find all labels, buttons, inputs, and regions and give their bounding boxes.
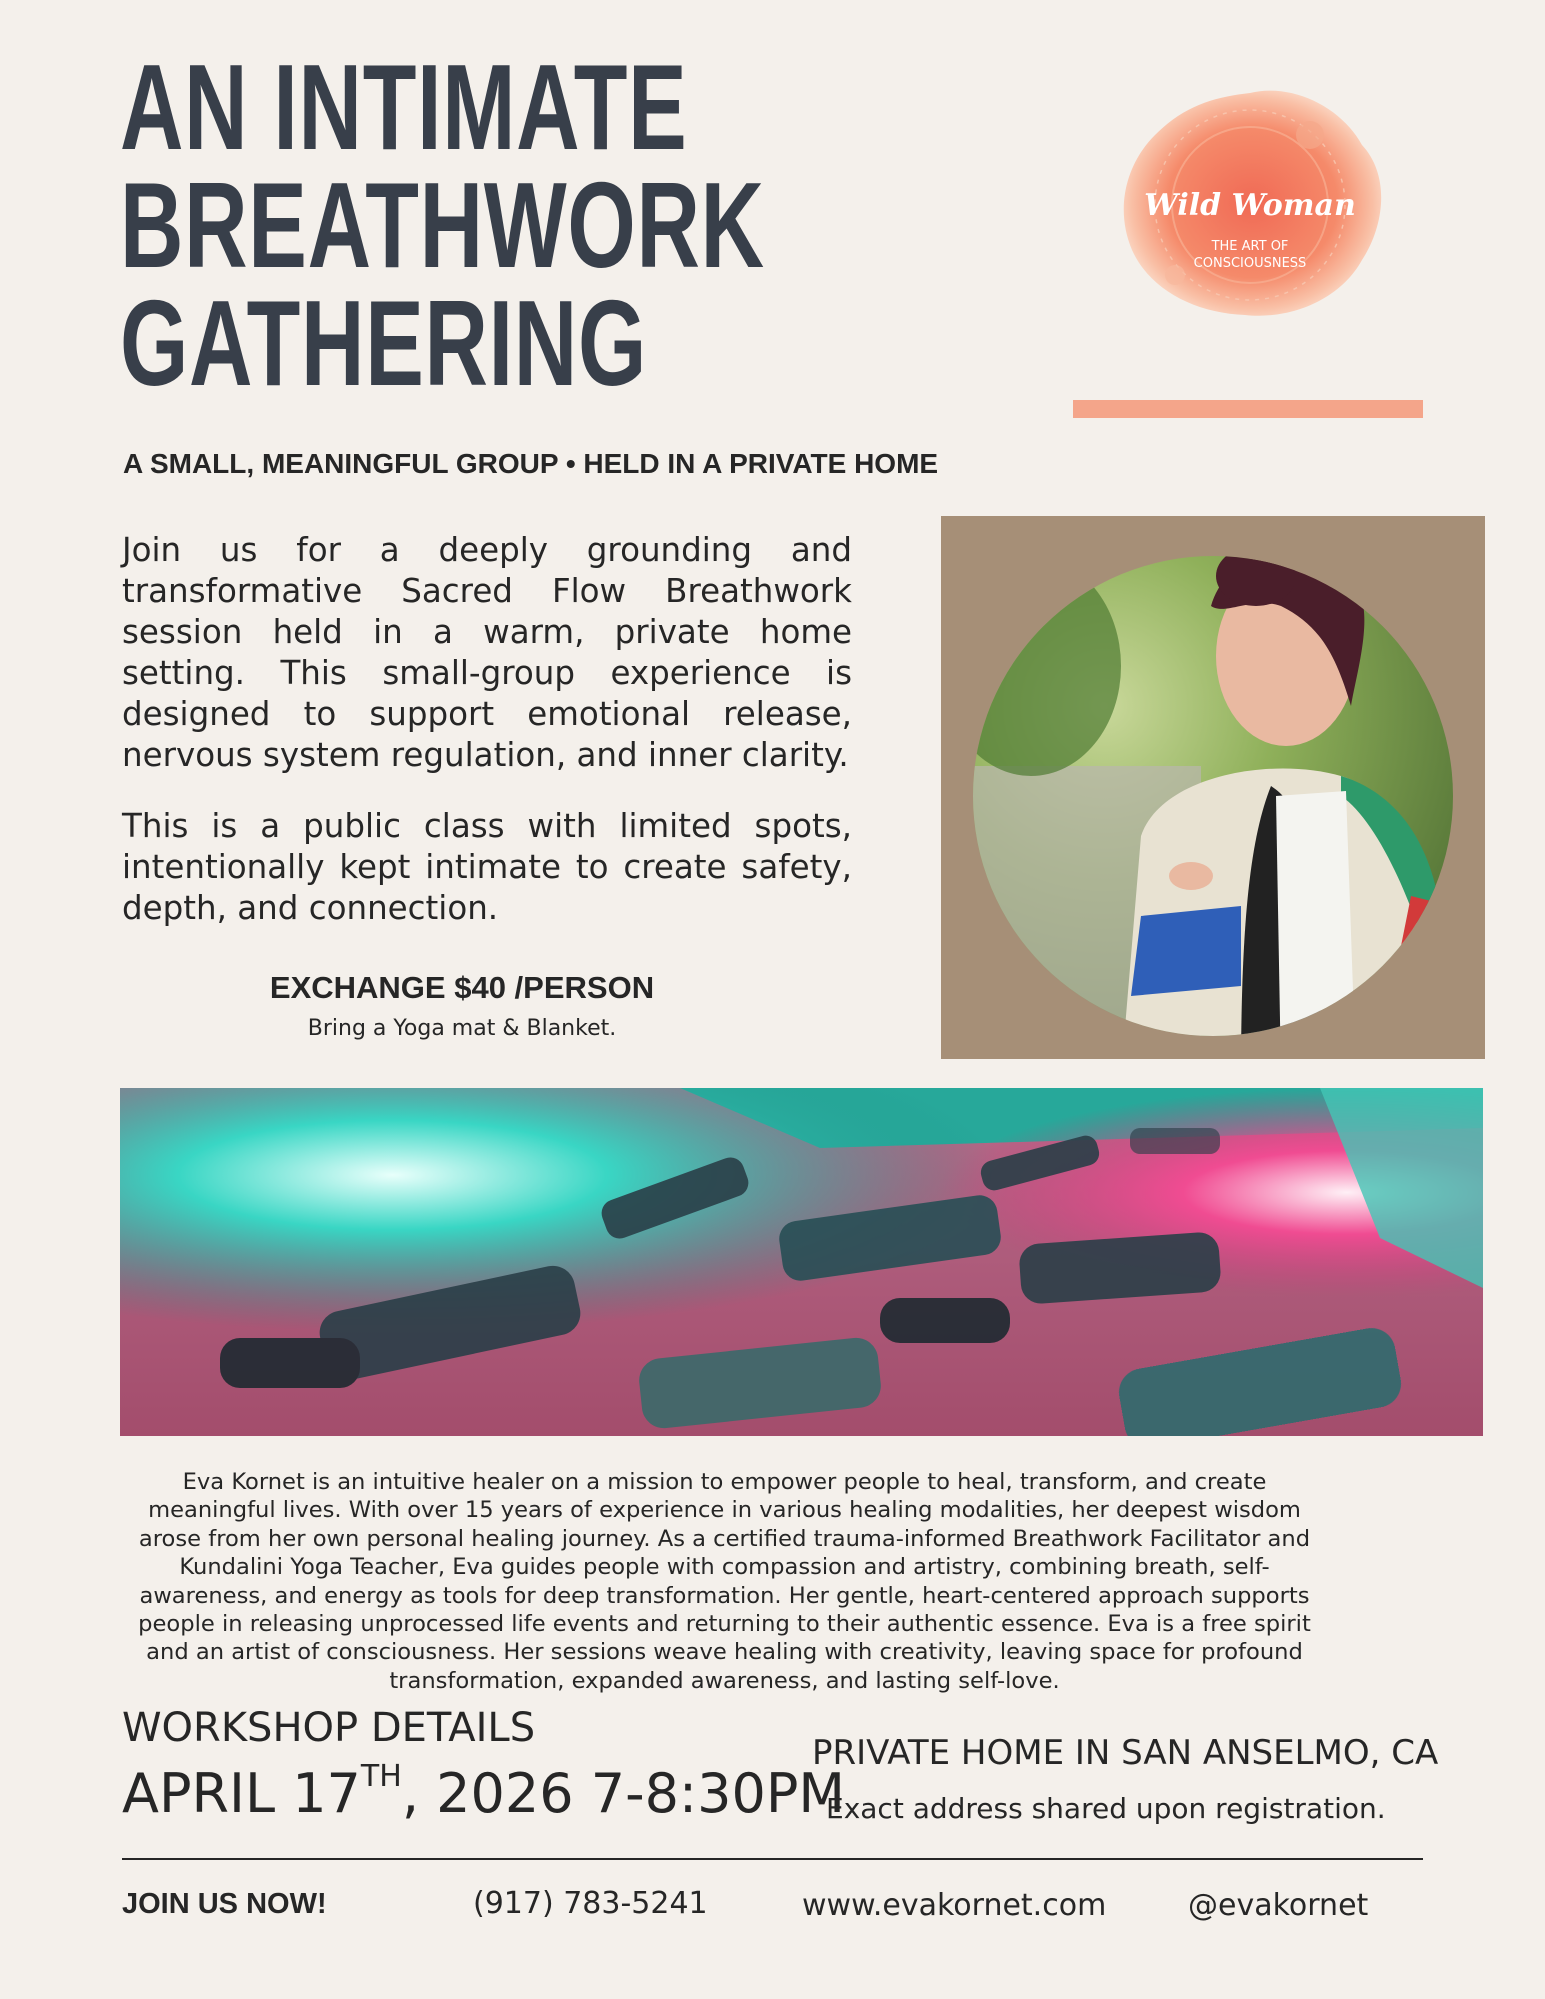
bring-note: Bring a Yoga mat & Blanket.	[307, 1016, 617, 1041]
date-rest: , 2026 7-8:30PM	[401, 1762, 845, 1825]
join-us-cta: JOIN US NOW!	[122, 1888, 327, 1920]
workshop-details-heading: WORKSHOP DETAILS	[122, 1705, 536, 1751]
group-session-photo	[120, 1088, 1483, 1436]
breathwork-room-image	[120, 1088, 1483, 1436]
facilitator-portrait	[941, 516, 1485, 1059]
workshop-date	[122, 1759, 845, 1825]
accent-bar	[1073, 400, 1423, 418]
wild-woman-logo	[1100, 75, 1400, 335]
facilitator-photo-frame	[941, 516, 1485, 1059]
social-handle[interactable]: @evakornet	[1188, 1888, 1369, 1923]
logo-subtext-2: CONSCIOUSNESS	[1193, 256, 1307, 271]
intro-paragraph-2: This is a public class with limited spots, intentionally kept intimate to create safety, depth, and connection.	[122, 807, 852, 927]
date-main: APRIL 17	[122, 1762, 361, 1825]
date-suffix: TH	[360, 1759, 402, 1794]
facilitator-bio: Eva Kornet is an intuitive healer on a mission to empower people to heal, transform, and create meaningful lives. With over 15 years of experience in various healing modalities, her deepest wisdom arose from her own personal healing journey. As a certified trauma-informed Breathwork Facilitator and Kundalini Yoga Teacher, Eva guides people with compassion and artistry, combining breath, self-awareness, and energy as tools for deep transformation. Her gentle, heart-centered approach supports people in releasing unprocessed life events and returning to their authentic essence. Eva is a free spirit and an artist of consciousness. Her sessions weave healing with creativity, leaving space for profound transformation, expanded awareness, and lasting self-love.	[138, 1469, 1311, 1694]
footer-divider	[122, 1858, 1423, 1860]
logo-script-text: Wild Woman	[1144, 188, 1356, 223]
subtitle: A SMALL, MEANINGFUL GROUP • HELD IN A PRIVATE HOME	[123, 448, 939, 479]
workshop-location: PRIVATE HOME IN SAN ANSELMO, CA	[812, 1733, 1439, 1773]
title-line-3: GATHERING	[120, 275, 648, 411]
address-note: Exact address shared upon registration.	[826, 1792, 1386, 1825]
page-title	[120, 39, 765, 411]
phone-number[interactable]: (917) 783-5241	[473, 1886, 708, 1921]
title-line-2: BREATHWORK	[120, 157, 765, 293]
logo-subtext-1: THE ART OF	[1211, 239, 1289, 254]
website-link[interactable]: www.evakornet.com	[802, 1888, 1107, 1923]
title-line-1: AN INTIMATE	[120, 39, 688, 175]
exchange-price: EXCHANGE $40 /PERSON	[269, 970, 655, 1005]
intro-paragraph-1: Join us for a deeply grounding and transformative Sacred Flow Breathwork session held in a warm, private home setting. This small-group experience is designed to support emotional release, nervous system regulation, and inner clarity.	[122, 531, 852, 774]
